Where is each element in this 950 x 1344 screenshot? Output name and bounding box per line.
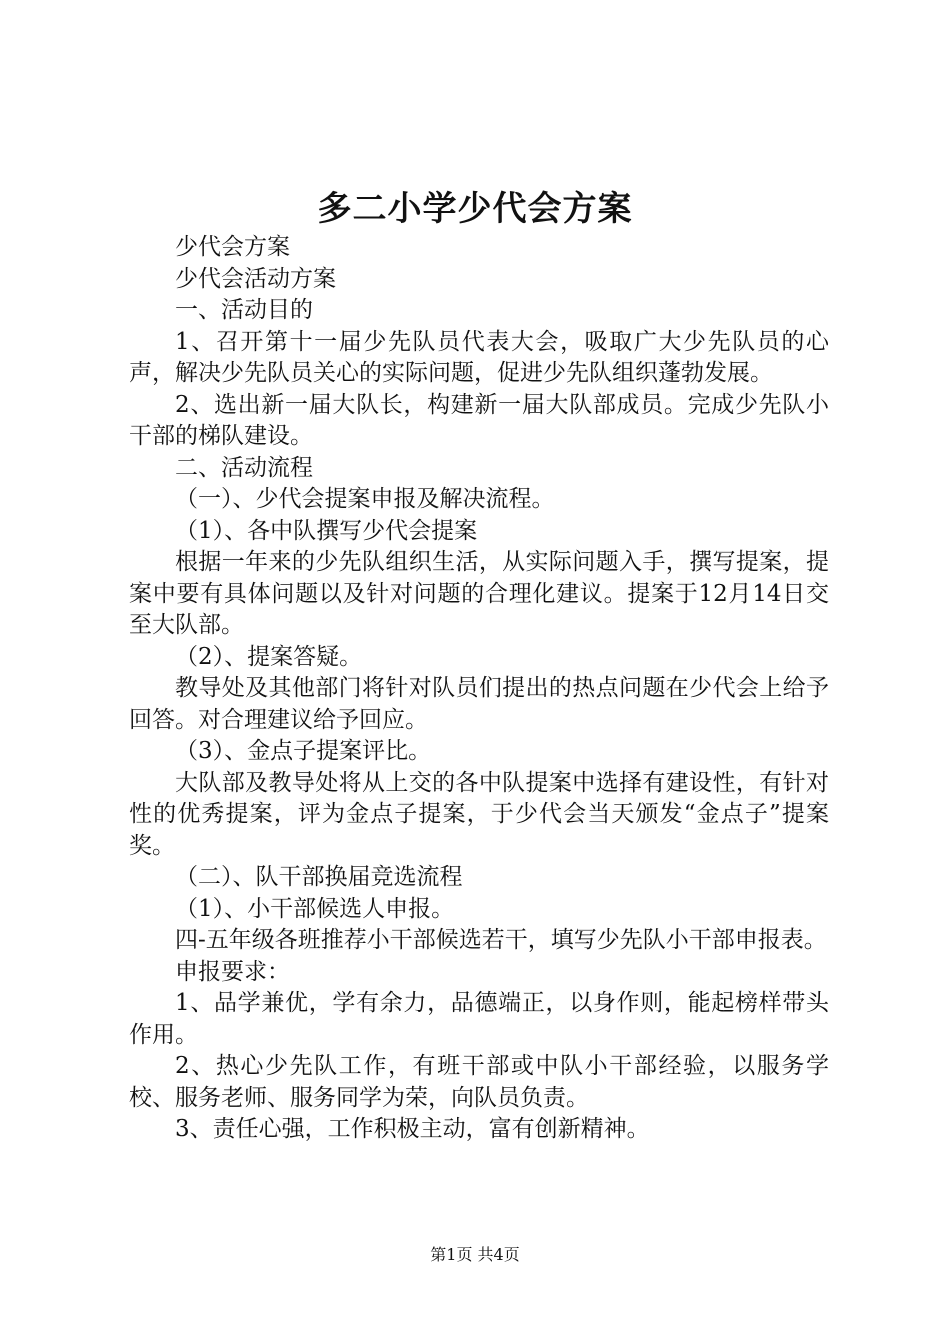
paragraph: 大队部及教导处将从上交的各中队提案中选择有建设性，有针对性的优秀提案，评为金点子提案，于少代会当天颁发“金点子”提案奖。 xyxy=(129,769,829,859)
page-title: 多二小学少代会方案 xyxy=(317,189,633,229)
paragraph: 2、热心少先队工作，有班干部或中队小干部经验，以服务学校、服务老师、服务同学为荣，向队员负责。 xyxy=(129,1053,829,1111)
subsection-heading: （3）、金点子提案评比。 xyxy=(175,738,432,764)
paragraph: 教导处及其他部门将针对队员们提出的热点问题在少代会上给予回答。对合理建议给予回应。 xyxy=(129,675,829,733)
subsection-heading: （一）、少代会提案申报及解决流程。 xyxy=(175,486,555,512)
subsection-heading: （二）、队干部换届竞选流程 xyxy=(175,864,463,890)
document-body xyxy=(129,232,829,1146)
paragraph: 3、责任心强，工作积极主动，富有创新精神。 xyxy=(175,1116,650,1142)
paragraph: 1、品学兼优，学有余力，品德端正，以身作则，能起榜样带头作用。 xyxy=(129,990,829,1048)
section-heading: 一、活动目的 xyxy=(175,297,313,323)
subsection-heading: （1）、各中队撰写少代会提案 xyxy=(175,517,478,544)
paragraph: 少代会活动方案 xyxy=(175,265,336,292)
paragraph: 申报要求： xyxy=(175,958,290,985)
paragraph: 根据一年来的少先队组织生活，从实际问题入手，撰写提案，提案中要有具体问题以及针对问题的合理化建议。提案于12月14日交至大队部。 xyxy=(129,549,829,638)
paragraph: 1、召开第十一届少先队员代表大会，吸取广大少先队员的心声，解决少先队员关心的实际问题，促进少先队组织蓬勃发展。 xyxy=(129,328,829,386)
paragraph: 四-五年级各班推荐小干部候选若干，填写少先队小干部申报表。 xyxy=(175,927,827,953)
subsection-heading: （1）、小干部候选人申报。 xyxy=(175,895,455,922)
page-footer: 第1页 共4页 xyxy=(430,1245,520,1264)
paragraph: 2、选出新一届大队长，构建新一届大队部成员。完成少先队小干部的梯队建设。 xyxy=(129,391,829,449)
subsection-heading: （2）、提案答疑。 xyxy=(175,643,363,670)
paragraph: 少代会方案 xyxy=(175,234,290,260)
section-heading: 二、活动流程 xyxy=(175,454,313,481)
